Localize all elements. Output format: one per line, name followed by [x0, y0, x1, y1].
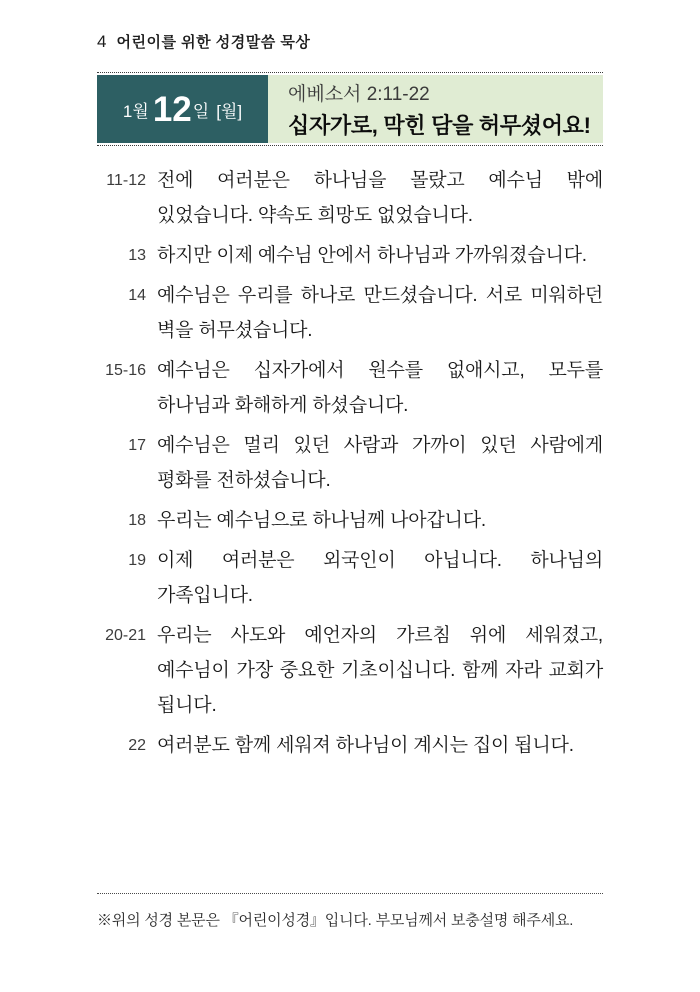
verse-text: 예수님은 멀리 있던 사람과 가까이 있던 사람에게 평화를 전하셨습니다. — [157, 435, 603, 491]
verse-row — [97, 238, 603, 273]
verse-text: 전에 여러분은 하나님을 몰랐고 예수님 밖에 있었습니다. 약속도 희망도 없었습니다. — [157, 170, 603, 226]
passage-title: 십자가로, 막힌 담을 허무셨어요! — [288, 112, 591, 138]
verse-list — [97, 163, 603, 768]
verse-row — [97, 618, 603, 723]
verse-row — [97, 728, 603, 763]
verse-text: 예수님은 십자가에서 원수를 없애시고, 모두를 하나님과 화해하게 하셨습니다. — [157, 360, 603, 416]
verse-number: 17 — [128, 437, 146, 454]
date-month: 1월 — [122, 101, 149, 121]
footnote-text: ※위의 성경 본문은 『어린이성경』입니다. 부모님께서 보충설명 해주세요. — [97, 912, 574, 929]
verse-text: 이제 여러분은 외국인이 아닙니다. 하나님의 가족입니다. — [157, 550, 603, 606]
verse-number: 14 — [128, 287, 146, 304]
page-footer — [97, 893, 603, 930]
verse-row — [97, 543, 603, 613]
date-box — [97, 75, 268, 143]
verse-number: 18 — [128, 512, 146, 529]
date-day: 12 — [152, 89, 192, 129]
verse-number: 19 — [128, 552, 146, 569]
date-day-suffix: 일 — [192, 101, 210, 121]
verse-text: 예수님은 우리를 하나로 만드셨습니다. 서로 미워하던 벽을 허무셨습니다. — [157, 285, 603, 341]
verse-number: 11-12 — [106, 172, 146, 189]
verse-text: 우리는 사도와 예언자의 가르침 위에 세워졌고, 예수님이 가장 중요한 기초이십니다. 함께 자라 교회가 됩니다. — [157, 625, 603, 716]
verse-number: 15-16 — [105, 362, 146, 379]
verse-number: 13 — [128, 247, 146, 264]
verse-row — [97, 278, 603, 348]
passage-header-box — [268, 75, 603, 143]
verse-row — [97, 353, 603, 423]
verse-row — [97, 163, 603, 233]
page-number: 4 — [97, 32, 107, 51]
verse-number: 20-21 — [105, 627, 146, 644]
scripture-reference: 에베소서 2:11-22 — [288, 83, 430, 105]
date-title-banner — [97, 72, 603, 146]
verse-text: 하지만 이제 예수님 안에서 하나님과 가까워졌습니다. — [157, 245, 587, 266]
banner-inner — [97, 75, 603, 143]
verse-row — [97, 428, 603, 498]
date-weekday: [월] — [216, 101, 243, 121]
book-running-title: 어린이를 위한 성경말씀 묵상 — [116, 34, 311, 51]
page-header — [97, 31, 603, 52]
verse-text: 우리는 예수님으로 하나님께 나아갑니다. — [157, 510, 486, 531]
verse-row — [97, 503, 603, 538]
verse-number: 22 — [128, 737, 146, 754]
verse-text: 여러분도 함께 세워져 하나님이 계시는 집이 됩니다. — [157, 735, 574, 756]
